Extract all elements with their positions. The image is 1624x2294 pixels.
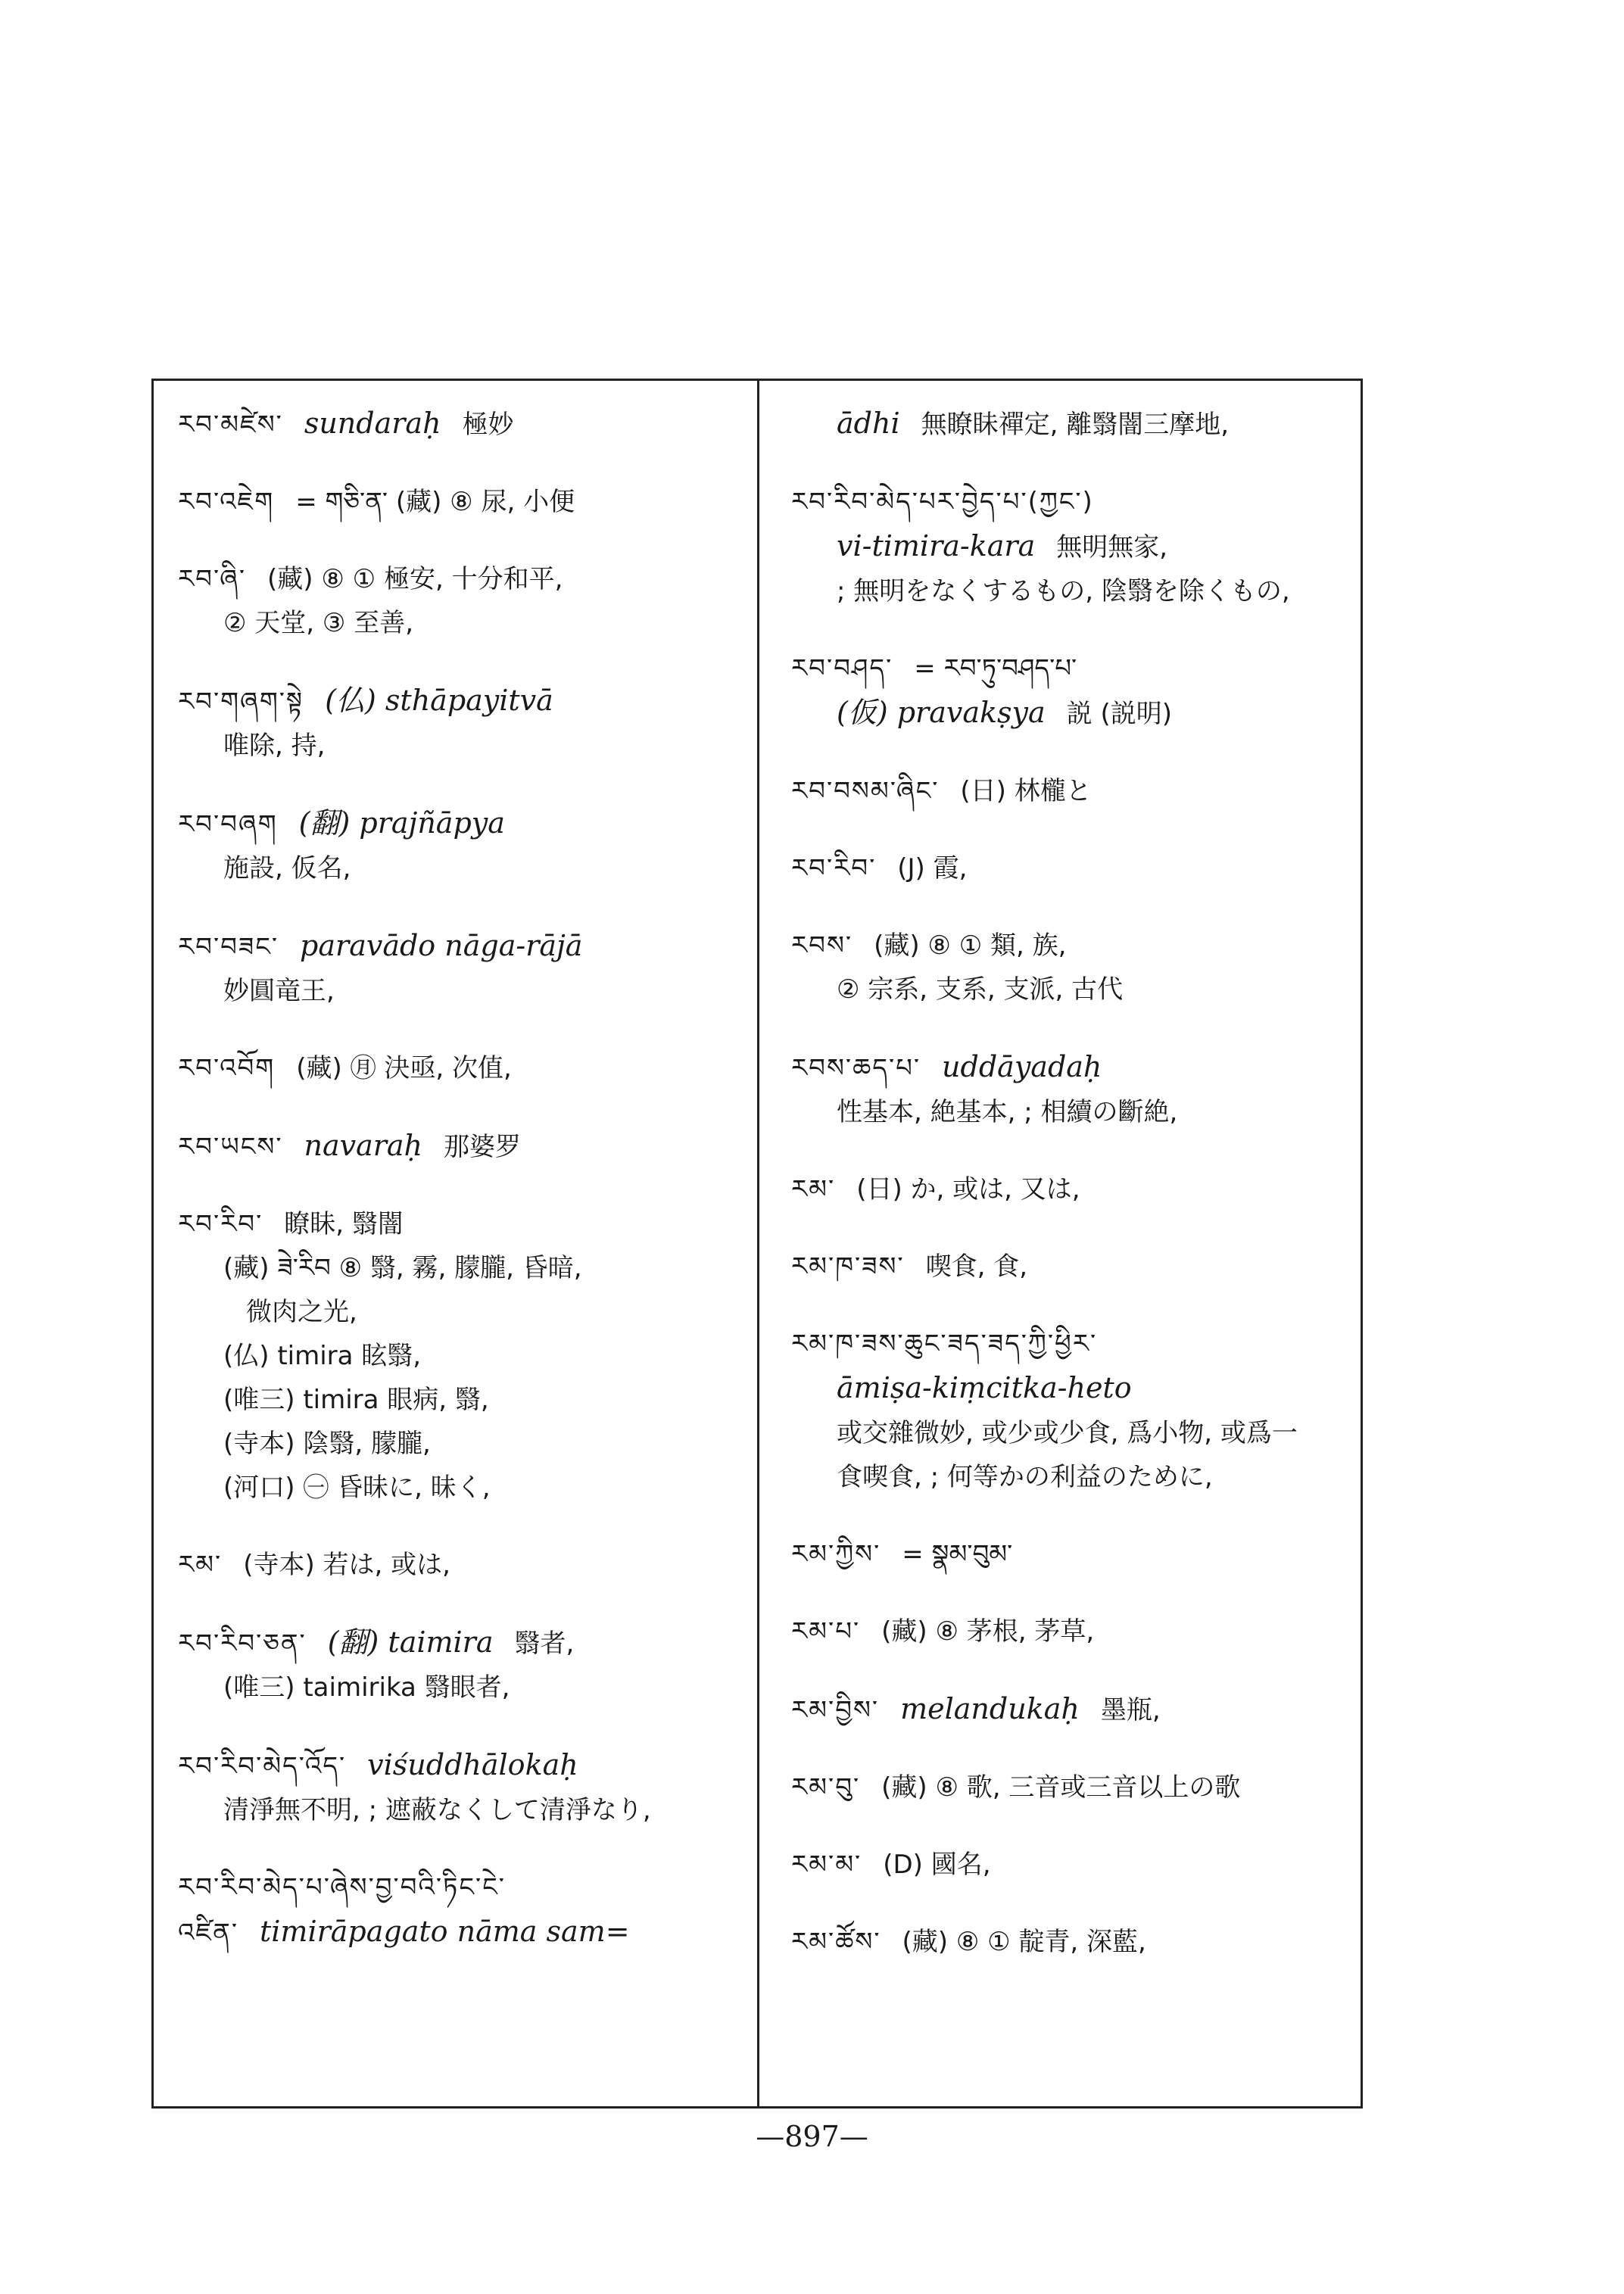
dictionary-entry <box>791 647 1374 736</box>
tibetan-headword: ཪམ་ཁ་ཟས་ཆུང་ཟད་ཟད་ཀྱི་ཕྱིར་ <box>791 1329 1098 1359</box>
dictionary-entry <box>791 1920 1374 1964</box>
tibetan-headword: ཪབ་རིབ་ <box>791 853 877 884</box>
entry-line <box>791 480 1374 524</box>
left-column <box>178 401 761 1988</box>
sanskrit-term: viśuddhālokaḥ <box>367 1748 578 1781</box>
japanese-gloss: 性基本, 絶基本, ; 相續の斷絶, <box>837 1097 1178 1127</box>
japanese-gloss: 瞭眛, 翳闇 <box>284 1209 404 1239</box>
entry-line <box>791 401 1374 447</box>
tibetan-headword: ཪམ་ <box>178 1550 223 1580</box>
entry-line <box>791 1245 1374 1289</box>
sanskrit-term: (仏) sthāpayitvā <box>325 684 553 717</box>
entry-line <box>178 1334 761 1378</box>
tibetan-headword: ཪབ་མཛེས་ <box>178 410 283 440</box>
tibetan-headword: ཪབ་གཞག་སྟེ <box>178 687 304 717</box>
tibetan-headword: ཪབ་བསམ་ཞིང་ <box>791 776 940 806</box>
japanese-gloss: 唯除, 持, <box>223 731 326 761</box>
tibetan-headword: ཪམ་པ་ <box>791 1616 861 1647</box>
dictionary-entry <box>791 1532 1374 1576</box>
entry-line <box>178 401 761 447</box>
japanese-gloss: (河口) ㊀ 昏昧に, 昧く, <box>223 1473 491 1503</box>
dictionary-entry <box>178 801 761 890</box>
dictionary-entry <box>178 1046 761 1090</box>
japanese-gloss: ② 宗系, 支系, 支派, 古代 <box>837 974 1124 1005</box>
dictionary-entry <box>791 846 1374 890</box>
dictionary-entry <box>791 769 1374 813</box>
japanese-gloss: (寺本) 若は, 或は, <box>243 1550 450 1580</box>
japanese-gloss: 或交雜微妙, 或少或少食, 爲小物, 或爲一 <box>837 1418 1298 1448</box>
tibetan-headword: ཪམ་ <box>791 1174 836 1205</box>
tibetan-headword: ཪབ་རིབ་མེད་པ་ཞེས་བྱ་བའི་ཏིང་ངེ་ <box>178 1872 506 1903</box>
entry-line <box>791 1411 1374 1455</box>
dictionary-entry <box>791 401 1374 447</box>
japanese-gloss: = སྣམ་བུམ་ <box>902 1539 1013 1569</box>
page-number: —897— <box>756 2120 868 2153</box>
entry-line <box>178 1290 761 1334</box>
dictionary-entry <box>178 678 761 768</box>
tibetan-headword: ཪབ་བཞག <box>178 809 278 840</box>
dictionary-entry <box>791 1245 1374 1289</box>
sanskrit-term: (翻) taimira <box>327 1625 494 1659</box>
entry-line <box>178 1466 761 1510</box>
sanskrit-term: navaraḥ <box>304 1129 423 1162</box>
dictionary-entry <box>791 1687 1374 1732</box>
tibetan-headword: ཪམ་བྱིས་ <box>791 1695 880 1725</box>
japanese-gloss: (日) か, 或は, 又は, <box>856 1174 1080 1205</box>
entry-line <box>791 968 1374 1011</box>
sanskrit-term: melandukaḥ <box>900 1692 1080 1725</box>
japanese-gloss: = གཅི་ན་ (藏) ⑧ 尿, 小便 <box>295 487 575 517</box>
entry-line <box>791 524 1374 569</box>
entry-line <box>791 1766 1374 1809</box>
entry-line <box>791 924 1374 968</box>
japanese-gloss: (D) 國名, <box>883 1850 991 1880</box>
entry-line <box>178 1202 761 1246</box>
entry-line <box>178 1422 761 1466</box>
tibetan-headword: ཪམ་ཁ་ཟས་ <box>791 1251 905 1282</box>
entry-line <box>178 1543 761 1587</box>
sanskrit-term: āmiṣa-kiṃcitka-heto <box>837 1371 1132 1404</box>
entry-line <box>791 769 1374 813</box>
tibetan-headword: ཪབ་བཟང་ <box>178 932 279 962</box>
japanese-gloss: = ཪབ་ཏུ་བཤད་པ་ <box>914 653 1077 684</box>
japanese-gloss: (唯三) timira 眼病, 翳, <box>223 1385 489 1415</box>
japanese-gloss: (藏) ཟེ་རིབ ⑧ 翳, 霧, 朦朧, 昏暗, <box>223 1253 582 1283</box>
japanese-gloss: (仏) timira 眩翳, <box>223 1341 422 1371</box>
tibetan-headword: ཪབས་ཆད་པ་ <box>791 1053 921 1083</box>
tibetan-headword: ཪབས་ <box>791 930 853 961</box>
japanese-gloss: (藏) ⑧ ① 極安, 十分和平, <box>267 564 563 594</box>
entry-line <box>791 569 1374 613</box>
entry-line <box>791 1687 1374 1732</box>
japanese-gloss: 微肉之光, <box>246 1297 357 1327</box>
entry-line <box>791 647 1374 690</box>
dictionary-entry <box>791 1167 1374 1211</box>
entry-line <box>178 1620 761 1666</box>
right-column <box>791 401 1374 1997</box>
tibetan-headword: ཪབ་ཞི་ <box>178 564 247 594</box>
japanese-gloss: 施設, 仮名, <box>223 853 351 884</box>
japanese-gloss: 妙圓竜王, <box>223 976 335 1006</box>
tibetan-headword: ཪབ་འབོག <box>178 1053 276 1083</box>
japanese-gloss: (藏) ㊊ 決亟, 次值, <box>296 1053 512 1083</box>
japanese-gloss: 喫食, 食, <box>925 1251 1028 1282</box>
sanskrit-term: (仮) pravakṣya <box>837 696 1046 729</box>
dictionary-entry <box>178 557 761 645</box>
sanskrit-term: uddāyadaḥ <box>942 1050 1102 1083</box>
dictionary-entry <box>791 1610 1374 1653</box>
entry-line <box>178 1865 761 1909</box>
japanese-gloss: 墨瓶, <box>1100 1695 1161 1725</box>
japanese-gloss: 説 (説明) <box>1066 699 1172 729</box>
sanskrit-term: paravādo nāga-rājā <box>300 929 583 962</box>
entry-line <box>791 1322 1374 1366</box>
japanese-gloss: 極妙 <box>462 410 514 440</box>
dictionary-entry <box>791 1045 1374 1134</box>
entry-line <box>791 690 1374 736</box>
tibetan-headword: ཪམ་ཀྱིས་ <box>791 1539 881 1569</box>
japanese-gloss: (藏) ⑧ ① 靛青, 深藍, <box>902 1927 1146 1957</box>
entry-line <box>791 846 1374 890</box>
tibetan-headword: ཪམ་ཚོས་ <box>791 1927 881 1957</box>
japanese-gloss: 食喫食, ; 何等かの利益のために, <box>837 1462 1213 1492</box>
dictionary-entry <box>178 1620 761 1710</box>
entry-line <box>178 1378 761 1422</box>
entry-line <box>791 1090 1374 1134</box>
japanese-gloss: (藏) ⑧ ① 類, 族, <box>874 930 1067 961</box>
entry-line <box>791 1455 1374 1499</box>
dictionary-entry <box>178 1865 761 1955</box>
dictionary-entry <box>178 1543 761 1587</box>
dictionary-entry <box>791 1322 1374 1499</box>
tibetan-headword: ཪབ་རིབ་ <box>178 1209 263 1239</box>
sanskrit-term: timirāpagato nāma sam= <box>259 1915 630 1948</box>
japanese-gloss: (唯三) taimirika 翳眼者, <box>223 1672 510 1703</box>
sanskrit-term: sundaraḥ <box>304 407 441 440</box>
entry-line <box>178 801 761 846</box>
japanese-gloss: (J) 霞, <box>897 853 968 884</box>
japanese-gloss: ② 天堂, ③ 至善, <box>223 608 413 638</box>
entry-line <box>178 480 761 524</box>
sanskrit-term: vi-timira-kara <box>837 529 1036 563</box>
entry-line <box>178 1246 761 1290</box>
entry-line <box>791 1045 1374 1090</box>
japanese-gloss: (藏) ⑧ 茅根, 茅草, <box>881 1616 1095 1647</box>
entry-line <box>178 1124 761 1169</box>
tibetan-headword: ཪམ་བུ་ <box>791 1772 861 1803</box>
dictionary-entry <box>791 924 1374 1011</box>
entry-line <box>178 846 761 890</box>
entry-line <box>178 557 761 601</box>
tibetan-headword: ཪམ་མ་ <box>791 1850 862 1880</box>
dictionary-entry <box>791 480 1374 613</box>
sanskrit-term: ādhi <box>837 407 900 440</box>
dictionary-entry <box>791 1843 1374 1887</box>
entry-line <box>791 1532 1374 1576</box>
dictionary-entry <box>791 1766 1374 1809</box>
tibetan-headword: ཪབ་རིབ་ཅན་ <box>178 1629 307 1659</box>
japanese-gloss: (日) 林櫳と <box>960 776 1092 806</box>
dictionary-entry <box>178 480 761 524</box>
entry-line <box>178 924 761 969</box>
entry-line <box>178 1743 761 1788</box>
tibetan-headword: ཪབ་རིབ་མེད་འོད་ <box>178 1751 347 1781</box>
entry-line <box>791 1843 1374 1887</box>
entry-line <box>178 1788 761 1832</box>
dictionary-entry <box>178 401 761 447</box>
tibetan-headword: ཪབ་བཤད་ <box>791 653 893 684</box>
entry-line <box>178 678 761 724</box>
japanese-gloss: (藏) ⑧ 歌, 三音或三音以上の歌 <box>881 1772 1241 1803</box>
entry-line <box>791 1610 1374 1653</box>
dictionary-entry <box>178 1202 761 1510</box>
entry-line <box>178 1046 761 1090</box>
entry-line <box>178 724 761 768</box>
dictionary-entry <box>178 924 761 1013</box>
entry-line <box>791 1920 1374 1964</box>
dictionary-entry <box>178 1124 761 1169</box>
sanskrit-term: (翻) prajñāpya <box>298 806 505 840</box>
japanese-gloss: 那婆罗 <box>444 1132 522 1162</box>
entry-line <box>791 1167 1374 1211</box>
japanese-gloss: 無明無家, <box>1056 532 1168 563</box>
entry-line <box>178 601 761 645</box>
tibetan-headword: ཪབ་འཇེག <box>178 487 275 517</box>
entry-line <box>178 1666 761 1710</box>
japanese-gloss: 翳者, <box>514 1629 575 1659</box>
entry-line <box>791 1366 1374 1411</box>
entry-line <box>178 969 761 1013</box>
tibetan-headword: ཪབ་རིབ་མེད་པར་བྱེད་པ་(ཀྱང་) <box>791 487 1094 517</box>
japanese-gloss: ; 無明をなくするもの, 陰翳を除くもの, <box>837 576 1290 606</box>
entry-line <box>178 1909 761 1955</box>
dictionary-entry <box>178 1743 761 1832</box>
tibetan-headword: འཛིན་ <box>178 1918 238 1948</box>
japanese-gloss: 清淨無不明, ; 遮蔽なくして清淨なり, <box>223 1795 651 1825</box>
tibetan-headword: ཪབ་ཡངས་ <box>178 1132 283 1162</box>
japanese-gloss: (寺本) 陰翳, 朦朧, <box>223 1429 431 1459</box>
japanese-gloss: 無瞭眛禪定, 離翳闇三摩地, <box>921 410 1230 440</box>
